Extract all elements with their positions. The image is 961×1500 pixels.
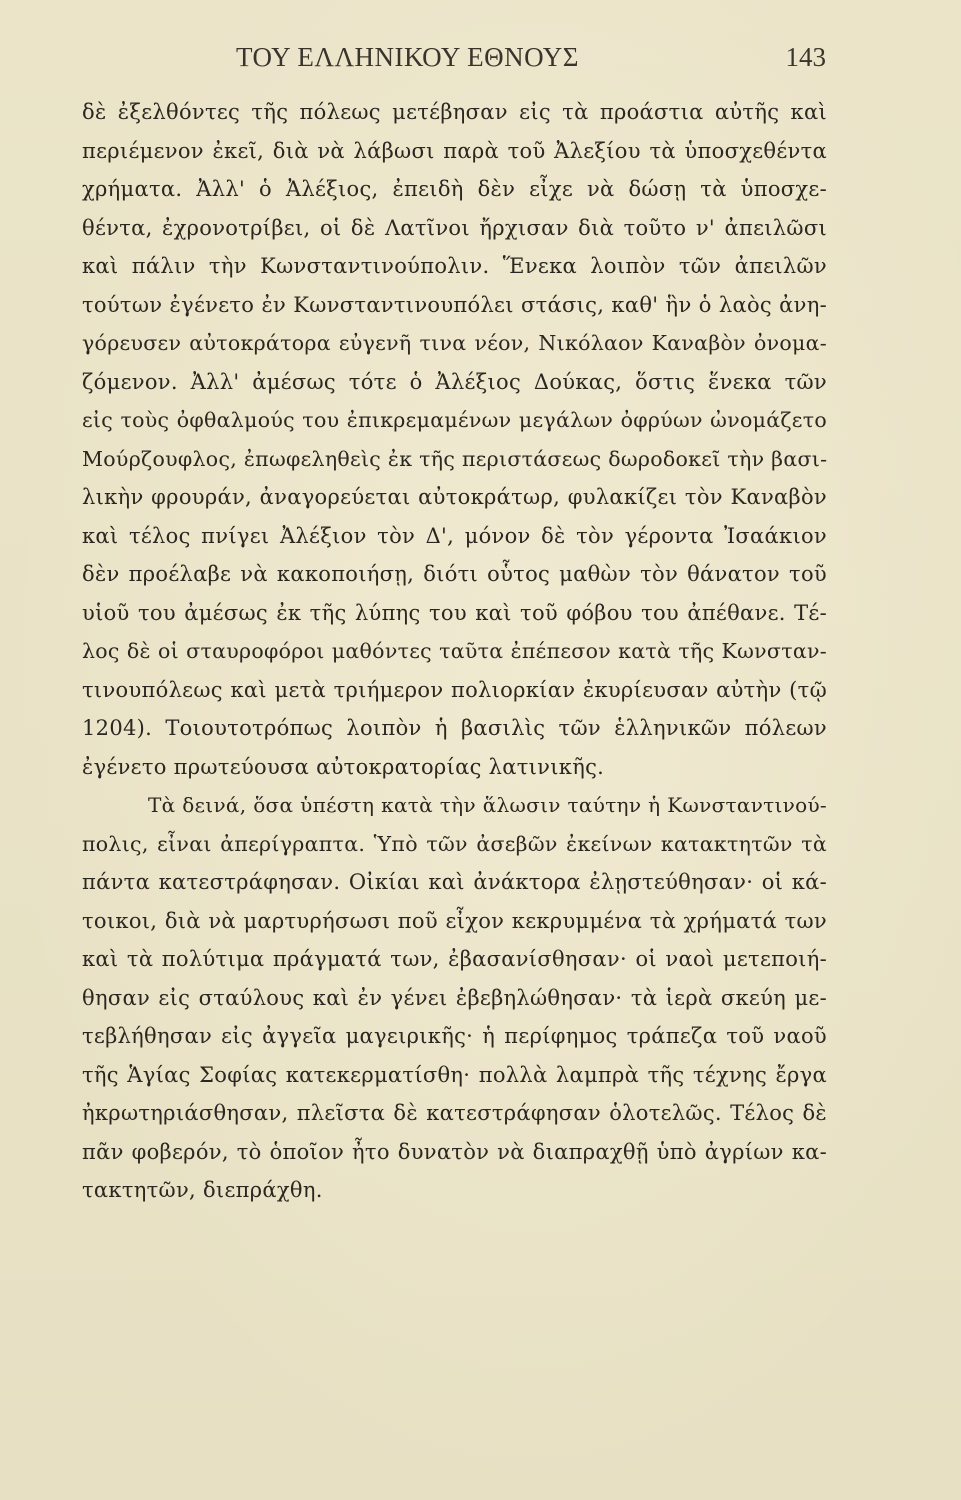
text-line: τινουπόλεως καὶ μετὰ τριήμερον πολιορκίαν ἐκυρίευσαν αὐτὴν (τῷ	[82, 677, 827, 702]
text-line: ζόμενον. Ἀλλ' ἀμέσως τότε ὁ Ἀλέξιος Δούκας, ὅστις ἕνεκα τῶν	[82, 369, 827, 394]
text-line: θησαν εἰς σταύλους καὶ ἐν γένει ἐβεβηλώθησαν· τὰ ἱερὰ σκεύη με-	[82, 985, 827, 1010]
text-line: τεβλήθησαν εἰς ἀγγεῖα μαγειρικῆς· ἡ περίφημος τράπεζα τοῦ ναοῦ	[82, 1024, 827, 1048]
text-line: τούτων ἐγένετο ἐν Κωνσταντινουπόλει στάσις, καθ' ἣν ὁ λαὸς ἀνη-	[82, 292, 827, 317]
text-line: πᾶν φοβερόν, τὸ ὁποῖον ἦτο δυνατὸν νὰ διαπραχθῇ ὑπὸ ἀγρίων κα-	[82, 1139, 827, 1164]
running-title: ΤΟΥ ΕΛΛΗΝΙΚΟΥ ΕΘΝΟΥΣ	[236, 42, 579, 72]
paragraph-2	[82, 786, 827, 1210]
page-header	[96, 38, 826, 78]
body-text	[82, 93, 827, 1210]
text-line: Μούρζουφλος, ἐπωφεληθεὶς ἐκ τῆς περιστάσεως δωροδοκεῖ τὴν βασι-	[82, 446, 828, 471]
text-line: δὲ ἐξελθόντες τῆς πόλεως μετέβησαν εἰς τὰ προάστια αὐτῆς καὶ	[82, 100, 827, 124]
text-line: λικὴν φρουράν, ἀναγορεύεται αὐτοκράτωρ, φυλακίζει τὸν Καναβὸν	[82, 485, 827, 509]
text-line: γόρευσεν αὐτοκράτορα εὐγενῆ τινα νέον, Νικόλαον Καναβὸν ὀνομα-	[82, 331, 827, 355]
text-line: περιέμενον ἐκεῖ, διὰ νὰ λάβωσι παρὰ τοῦ Ἀλεξίου τὰ ὑποσχεθέντα	[82, 138, 827, 163]
text-line: δὲν προέλαβε νὰ κακοποιήσῃ, διότι οὗτος μαθὼν τὸν θάνατον τοῦ	[82, 562, 827, 586]
text-line: τοικοι, διὰ νὰ μαρτυρήσωσι ποῦ εἶχον κεκρυμμένα τὰ χρήματά των	[82, 908, 827, 933]
text-line: πάντα κατεστράφησαν. Οἰκίαι καὶ ἀνάκτορα ἐλῃστεύθησαν· οἱ κά-	[82, 870, 827, 894]
text-line: τακτητῶν, διεπράχθη.	[82, 1178, 323, 1202]
text-line: 1204). Τοιουτοτρόπως λοιπὸν ἡ βασιλὶς τῶν ἑλληνικῶν πόλεων	[82, 716, 827, 740]
text-line: τῆς Ἁγίας Σοφίας κατεκερματίσθη· πολλὰ λαμπρὰ τῆς τέχνης ἔργα	[82, 1062, 827, 1087]
text-line: χρήματα. Ἀλλ' ὁ Ἀλέξιος, ἐπειδὴ δὲν εἶχε νὰ δώσῃ τὰ ὑποσχε-	[82, 177, 827, 201]
text-line: πολις, εἶναι ἀπερίγραπτα. Ὑπὸ τῶν ἀσεβῶν ἐκείνων κατακτητῶν τὰ	[82, 831, 827, 856]
text-line: καὶ τέλος πνίγει Ἀλέξιον τὸν Δ', μόνον δὲ τὸν γέροντα Ἰσαάκιον	[82, 523, 827, 548]
text-line: υἱοῦ του ἀμέσως ἐκ τῆς λύπης του καὶ τοῦ φόβου του ἀπέθανε. Τέ-	[82, 600, 827, 625]
text-line: θέντα, ἐχρονοτρίβει, οἱ δὲ Λατῖνοι ἤρχισαν διὰ τοῦτο ν' ἀπειλῶσι	[82, 215, 827, 240]
text-line: ἠκρωτηριάσθησαν, πλεῖστα δὲ κατεστράφησαν ὁλοτελῶς. Τέλος δὲ	[82, 1101, 827, 1125]
text-line: εἰς τοὺς ὀφθαλμούς του ἐπικρεμαμένων μεγάλων ὀφρύων ὠνομάζετο	[82, 408, 827, 432]
paragraph-1	[82, 93, 827, 786]
text-line: Τὰ δεινά, ὅσα ὑπέστη κατὰ τὴν ἅλωσιν ταύτην ἡ Κωνσταντινού-	[148, 793, 827, 817]
text-line: ἐγένετο πρωτεύουσα αὐτοκρατορίας λατινικῆς.	[82, 754, 605, 779]
text-line: καὶ τὰ πολύτιμα πράγματά των, ἐβασανίσθησαν· οἱ ναοὶ μετεποιή-	[82, 947, 827, 971]
text-line: καὶ πάλιν τὴν Κωνσταντινούπολιν. Ἕνεκα λοιπὸν τῶν ἀπειλῶν	[82, 254, 827, 278]
text-line: λος δὲ οἱ σταυροφόροι μαθόντες ταῦτα ἐπέπεσον κατὰ τῆς Κωνσταν-	[82, 639, 827, 663]
page-number: 143	[785, 42, 826, 72]
